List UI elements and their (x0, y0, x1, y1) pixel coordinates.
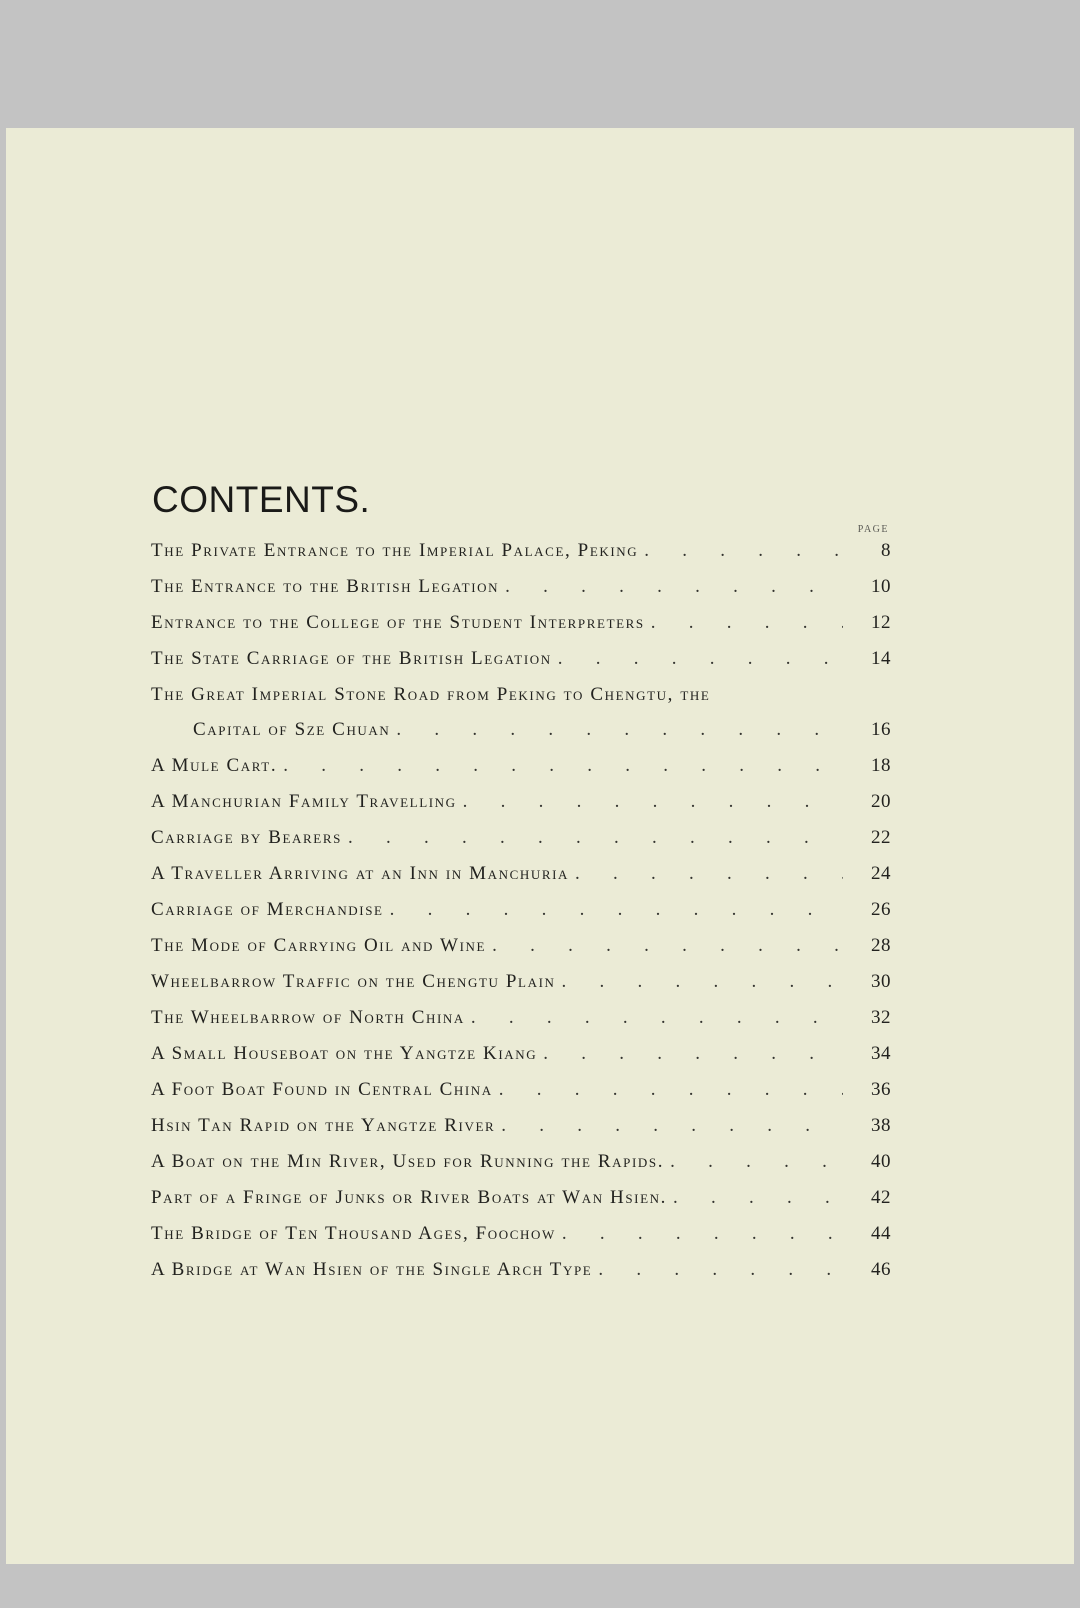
dot-leader (342, 820, 843, 856)
dot-leader (486, 928, 843, 964)
toc-entry-title: A Traveller Arriving at an Inn in Manchuria (151, 863, 570, 884)
toc-entry (151, 677, 891, 712)
dot-leader (499, 569, 843, 605)
toc-entry-page: 34 (871, 1043, 891, 1064)
toc-entry-title: The Great Imperial Stone Road from Peking to Chengtu, the (151, 684, 711, 705)
toc-entry (151, 820, 891, 856)
toc-entry (151, 1180, 891, 1216)
dot-leader (277, 748, 843, 784)
toc-entry-page: 46 (871, 1259, 891, 1280)
toc-entry-title: A Foot Boat Found in Central China (151, 1079, 493, 1100)
toc-entry (151, 569, 891, 605)
toc-entry-title: A Small Houseboat on the Yangtze Kiang (151, 1043, 538, 1064)
dot-leader (556, 964, 843, 1000)
dot-leader (457, 784, 843, 820)
toc-entry-title: A Mule Cart. (151, 755, 278, 776)
book-page (6, 128, 1074, 1564)
toc-entry-page: 30 (871, 971, 891, 992)
toc-entry-title: The Entrance to the British Legation (151, 576, 500, 597)
toc-entry-title: Carriage by Bearers (151, 827, 342, 848)
toc-entry (151, 1252, 891, 1288)
toc-entry (151, 964, 891, 1000)
toc-entry-page: 36 (871, 1079, 891, 1100)
dot-leader (493, 1072, 843, 1108)
toc-entry-page: 16 (871, 719, 891, 740)
toc-entry-title: Part of a Fringe of Junks or River Boats at Wan Hsien. (151, 1187, 667, 1208)
toc-entry-page: 38 (871, 1115, 891, 1136)
dot-leader (569, 856, 843, 892)
toc-entry-title: The Private Entrance to the Imperial Palace, Peking (151, 540, 639, 561)
dot-leader (638, 533, 843, 569)
toc-entry (151, 748, 891, 784)
toc-entry-title: The Bridge of Ten Thousand Ages, Foochow (151, 1223, 556, 1244)
toc-entry-title: The Mode of Carrying Oil and Wine (151, 935, 487, 956)
contents-heading: CONTENTS. (152, 479, 371, 520)
toc-entry (151, 1216, 891, 1252)
toc-entry-page: 20 (871, 791, 891, 812)
toc-entry-page: 26 (871, 899, 891, 920)
toc-entry-title: The Wheelbarrow of North China (151, 1007, 465, 1028)
toc-entry-page: 32 (871, 1007, 891, 1028)
toc-entry-page: 28 (871, 935, 891, 956)
toc-entry-title: A Manchurian Family Travelling (151, 791, 457, 812)
toc-entry-page: 14 (871, 648, 891, 669)
dot-leader (465, 1000, 843, 1036)
toc-entry (151, 892, 891, 928)
toc-entry (151, 605, 891, 641)
toc-entry (151, 1000, 891, 1036)
toc-entry (151, 1036, 891, 1072)
toc-entry-page: 18 (871, 755, 891, 776)
toc-entry-page: 42 (871, 1187, 891, 1208)
toc-entry (151, 784, 891, 820)
toc-entry-page: 44 (871, 1223, 891, 1244)
toc-entry (151, 928, 891, 964)
toc-entry (151, 1072, 891, 1108)
toc-entry-page: 12 (871, 612, 891, 633)
toc-entry-title: Entrance to the College of the Student Interpreters (151, 612, 645, 633)
toc-entry-page: 22 (871, 827, 891, 848)
toc-entry (151, 533, 891, 569)
toc-entry (151, 641, 891, 677)
toc-entry (151, 1144, 891, 1180)
dot-leader (537, 1036, 843, 1072)
dot-leader (664, 1144, 843, 1180)
dot-leader (384, 892, 843, 928)
toc-entry-title: A Bridge at Wan Hsien of the Single Arch Type (151, 1259, 593, 1280)
dot-leader (592, 1252, 843, 1288)
dot-leader (667, 1180, 843, 1216)
toc-entry-title: Carriage of Merchandise (151, 899, 384, 920)
toc-entry-title: Capital of Sze Chuan (193, 719, 391, 740)
dot-leader (556, 1216, 843, 1252)
page-column-label: PAGE (857, 524, 889, 535)
dot-leader (390, 712, 843, 748)
toc-entry-page: 8 (881, 540, 891, 561)
dot-leader (495, 1108, 843, 1144)
toc-entry-title: A Boat on the Min River, Used for Running the Rapids. (151, 1151, 665, 1172)
table-of-contents (151, 533, 891, 1288)
toc-entry (151, 1108, 891, 1144)
toc-entry (151, 856, 891, 892)
toc-entry-title: Wheelbarrow Traffic on the Chengtu Plain (151, 971, 556, 992)
dot-leader (552, 641, 843, 677)
toc-entry-title: Hsin Tan Rapid on the Yangtze River (151, 1115, 496, 1136)
toc-entry-page: 40 (871, 1151, 891, 1172)
toc-entry (151, 712, 891, 748)
toc-entry-title: The State Carriage of the British Legation (151, 648, 552, 669)
toc-entry-page: 10 (871, 576, 891, 597)
dot-leader (645, 605, 843, 641)
toc-entry-page: 24 (871, 863, 891, 884)
